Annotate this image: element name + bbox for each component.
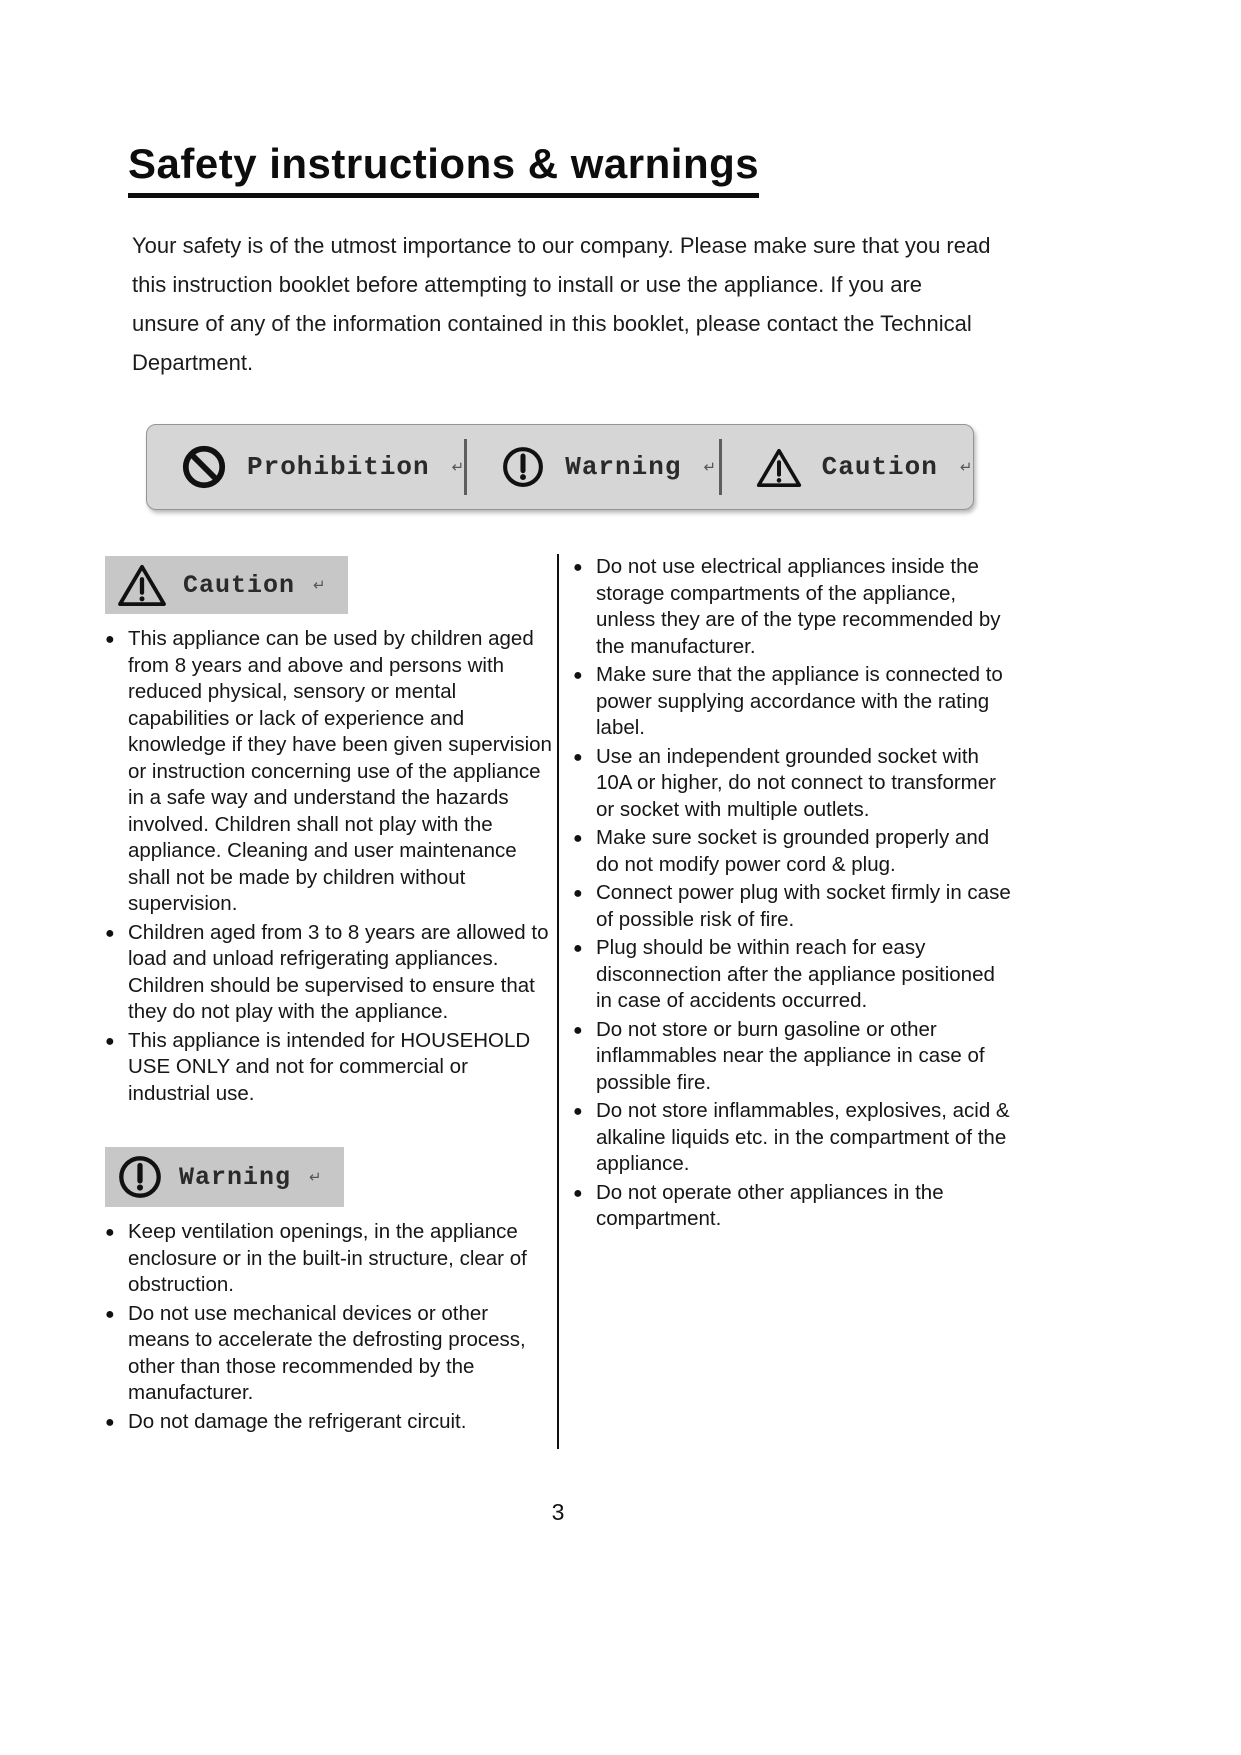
caution-section-title: Caution xyxy=(183,570,296,600)
prohibition-icon xyxy=(181,444,227,490)
safety-instruction-item: ● Children aged from 3 to 8 years are allowed to load and unload refrigerating appliances. Children should be supervised to ensure that they do not play with the appliance. xyxy=(105,920,555,1026)
safety-instruction-item: ● Make sure socket is grounded properly and do not modify power cord & plug. xyxy=(573,825,1011,878)
caution-list xyxy=(105,626,555,1107)
legend-item-caution xyxy=(722,425,973,509)
return-mark: ↵ xyxy=(703,458,717,476)
two-column-body xyxy=(105,554,1011,1449)
legend-item-warning xyxy=(467,425,718,509)
safety-instruction-item: ● Do not use mechanical devices or other means to accelerate the defrosting process, other than those recommended by the manufacturer. xyxy=(105,1301,555,1407)
legend-label-warning: Warning xyxy=(565,452,682,482)
page-number: 3 xyxy=(551,1499,565,1525)
intro-paragraph: Your safety is of the utmost importance to our company. Please make sure that you read this instruction booklet before attempting to install or use the appliance. If you are unsure of any of the information contained in this booklet, please contact the Technical Department. xyxy=(132,233,991,375)
safety-instruction-item: ● Plug should be within reach for easy disconnection after the appliance positioned in case of accidents occurred. xyxy=(573,935,1011,1015)
safety-instruction-item: ● Connect power plug with socket firmly in case of possible risk of fire. xyxy=(573,880,1011,933)
safety-instruction-item: ● Do not store inflammables, explosives, acid & alkaline liquids etc. in the compartment of the appliance. xyxy=(573,1098,1011,1178)
warning-icon xyxy=(501,445,545,489)
legend-label-prohibition: Prohibition xyxy=(247,452,430,482)
left-column xyxy=(105,554,555,1449)
caution-section-header xyxy=(105,556,348,614)
return-mark: ↵ xyxy=(309,1168,322,1186)
right-column xyxy=(557,554,1011,1449)
warning-section-title: Warning xyxy=(179,1162,292,1192)
warning-section-header xyxy=(105,1147,344,1207)
safety-instruction-item: ● This appliance can be used by children aged from 8 years and above and persons with reduced physical, sensory or mental capabilities or lack of experience and knowledge if they have been given supervision or instruction concerning use of the appliance in a safe way and understand the hazards involved. Children shall not play with the appliance. Cleaning and user maintenance shall not be made by children without supervision. xyxy=(105,626,555,918)
return-mark: ↵ xyxy=(959,458,973,476)
caution-icon xyxy=(756,447,802,488)
warning-circle-icon xyxy=(117,1154,163,1200)
right-column-list xyxy=(573,554,1011,1233)
title-wrap xyxy=(128,140,1241,198)
legend-label-caution: Caution xyxy=(821,452,938,482)
page-title: Safety instructions & warnings xyxy=(128,140,759,198)
legend-item-prohibition xyxy=(147,425,464,509)
symbol-legend xyxy=(146,424,974,510)
return-mark: ↵ xyxy=(313,576,326,594)
safety-instruction-item: ● Do not store or burn gasoline or other inflammables near the appliance in case of possible fire. xyxy=(573,1017,1011,1097)
safety-instruction-item: ● Make sure that the appliance is connected to power supplying accordance with the rating label. xyxy=(573,662,1011,742)
safety-instruction-item: ● Keep ventilation openings, in the appliance enclosure or in the built-in structure, clear of obstruction. xyxy=(105,1219,555,1299)
warning-list xyxy=(105,1219,555,1435)
caution-triangle-icon xyxy=(117,563,167,607)
safety-instruction-item: ● Do not damage the refrigerant circuit. xyxy=(105,1409,555,1436)
safety-instruction-item: ● This appliance is intended for HOUSEHOLD USE ONLY and not for commercial or industrial use. xyxy=(105,1028,555,1108)
safety-instruction-item: ● Do not operate other appliances in the compartment. xyxy=(573,1180,1011,1233)
safety-instruction-item: ● Use an independent grounded socket with 10A or higher, do not connect to transformer or socket with multiple outlets. xyxy=(573,744,1011,824)
safety-instruction-item: ● Do not use electrical appliances inside the storage compartments of the appliance, unless they are of the type recommended by the manufacturer. xyxy=(573,554,1011,660)
return-mark: ↵ xyxy=(451,458,465,476)
